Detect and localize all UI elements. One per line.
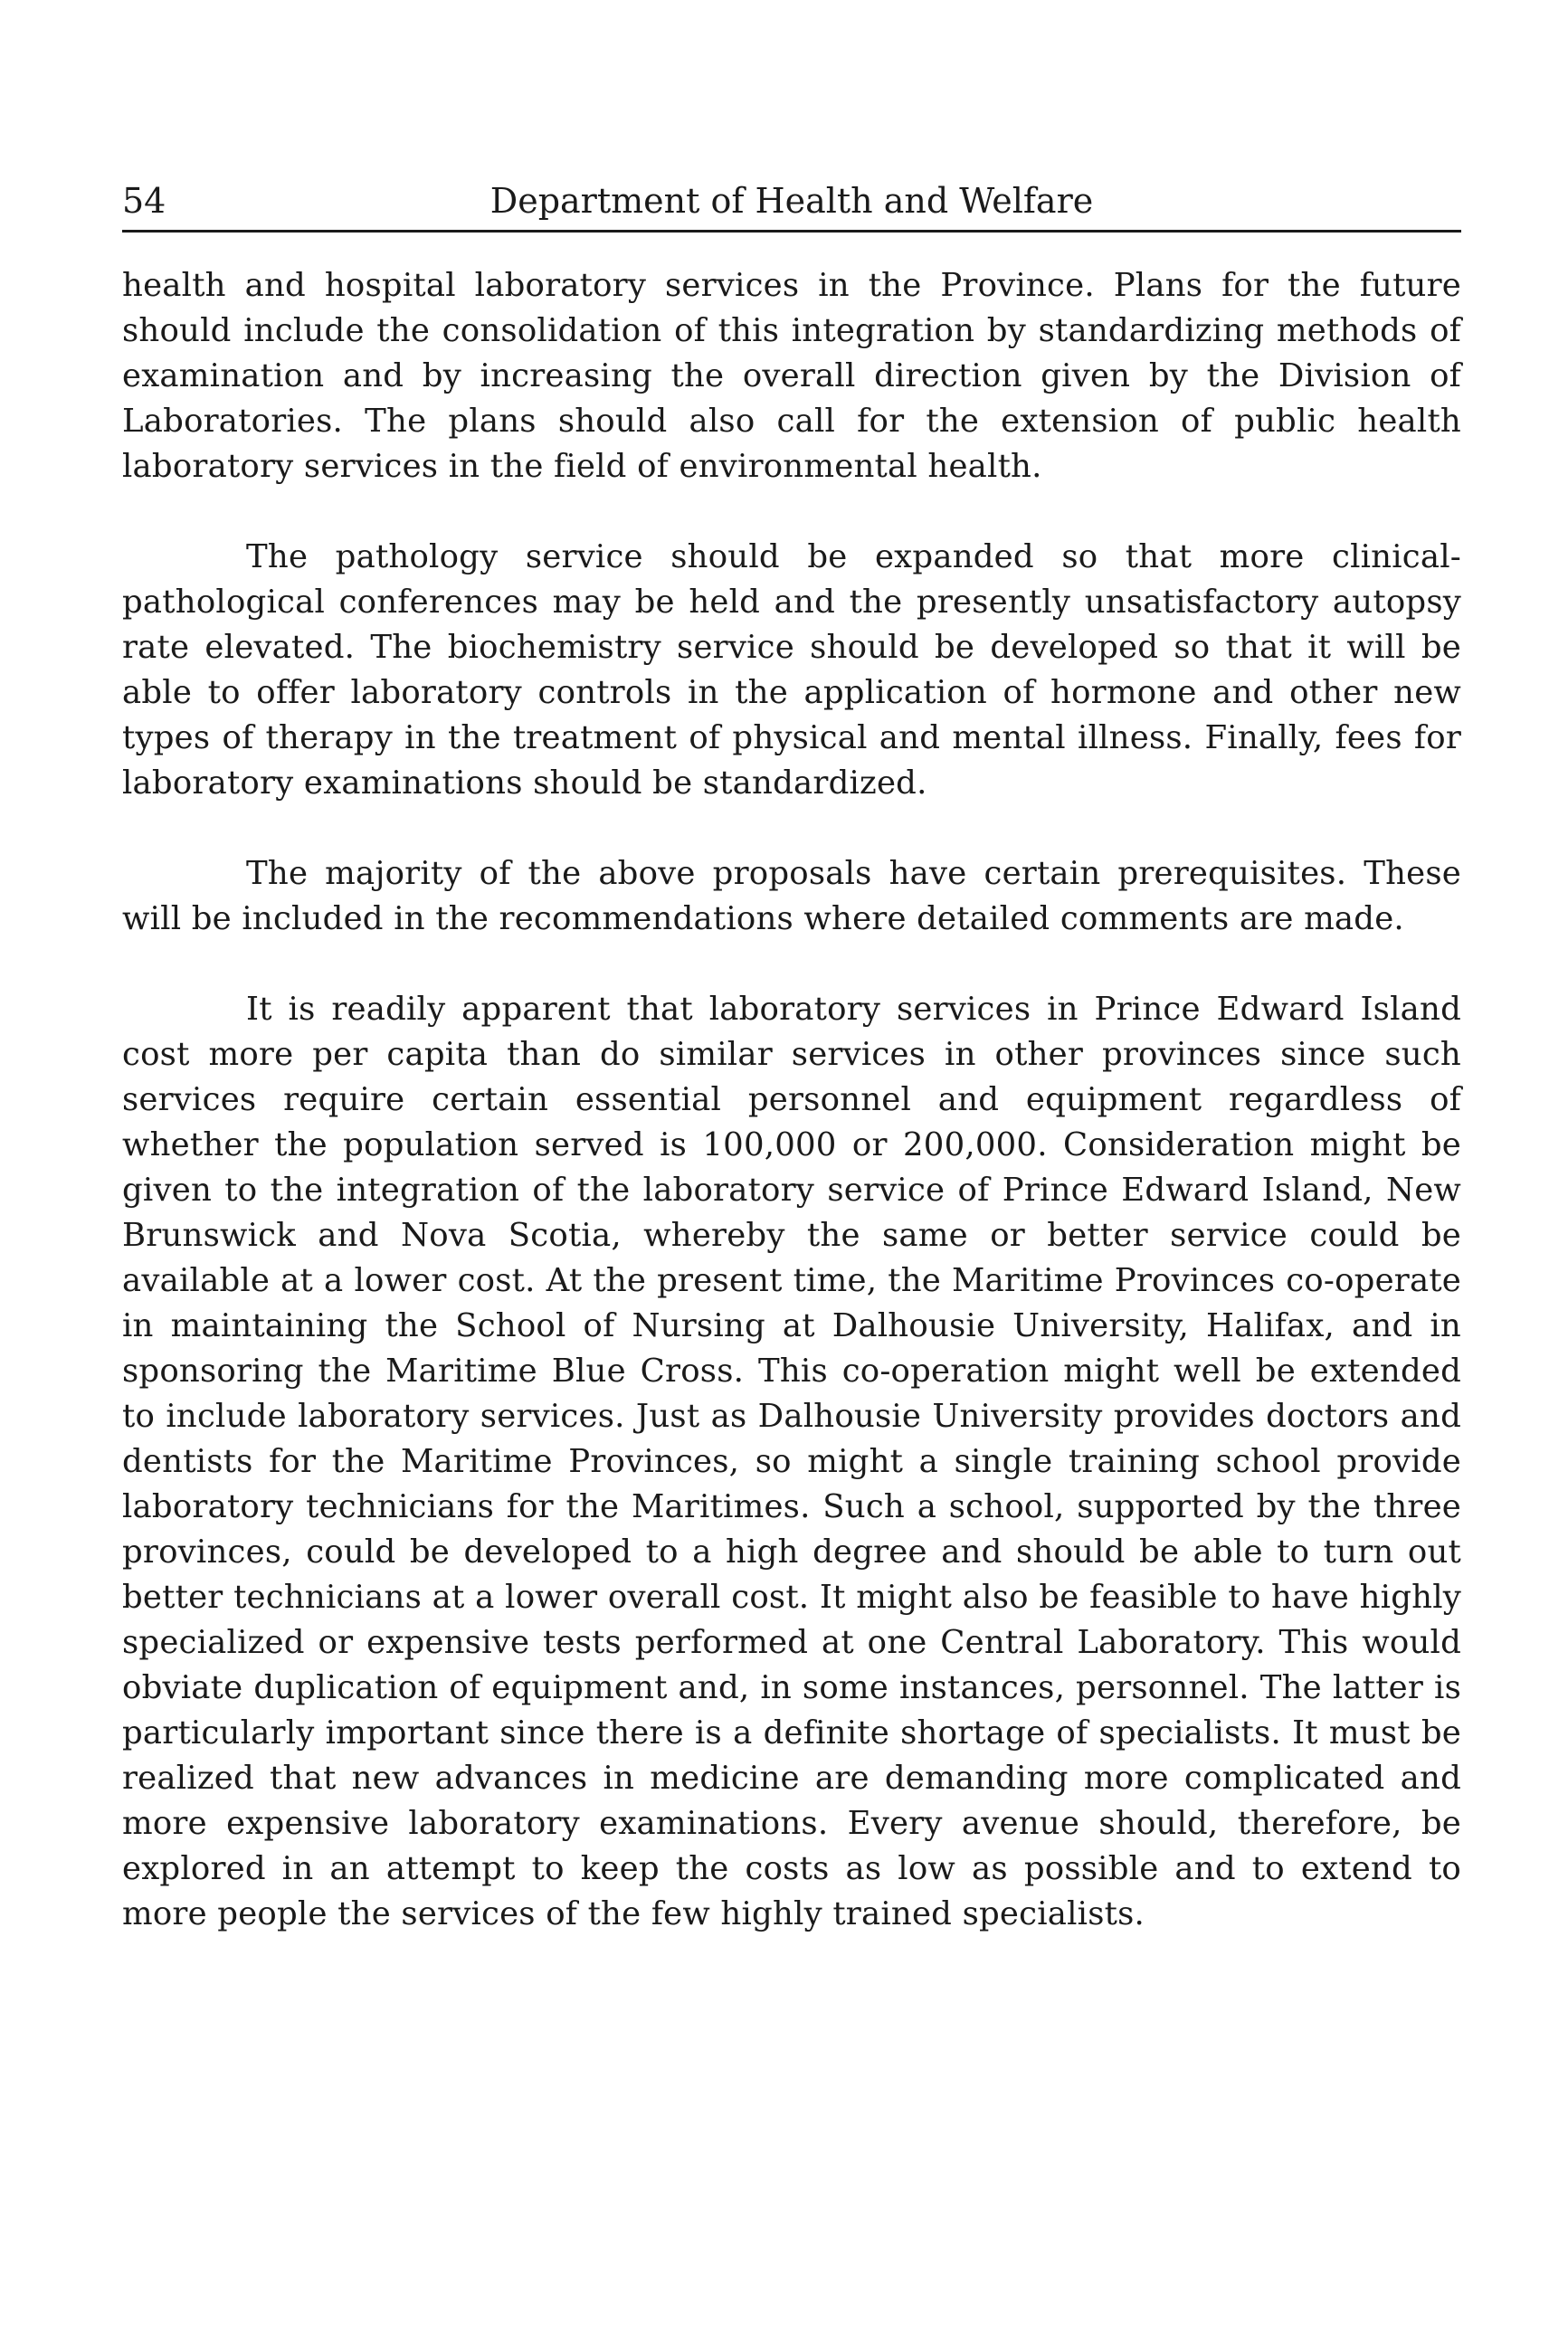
paragraph: health and hospital laboratory services in the Province. Plans for the future should include the consolidation of this integration by standardizing methods of examination and by increasing the overall direction given by the Division of Laboratories. The plans should also call for the extension of public health laboratory services in the field of environmental health. — [122, 267, 1461, 485]
paragraph: The pathology service should be expanded so that more clinical-pathological conferences may be held and the presently unsatisfactory autopsy rate elevated. The biochemistry service should be developed so that it will be able to offer laboratory controls in the application of hormone and other new types of therapy in the treatment of physical and mental illness. Finally, fees for laboratory examinations should be standardized. — [122, 538, 1461, 802]
body-text — [122, 263, 1461, 1937]
page-header — [122, 172, 1461, 233]
running-head: Department of Health and Welfare — [489, 181, 1094, 221]
document-page — [122, 172, 1461, 1937]
paragraph: It is readily apparent that laboratory services in Prince Edward Island cost more per capita than do similar services in other provinces since such services require certain essential personnel and equipment regardless of whether the population served is 100,000 or 200,000. Consideration might be given to the integration of the laboratory service of Prince Edward Island, New Brunswick and Nova Scotia, whereby the same or better service could be available at a lower cost. At the present time, the Maritime Provinces co-operate in maintaining the School of Nursing at Dalhousie University, Halifax, and in sponsoring the Maritime Blue Cross. This co-operation might well be extended to include laboratory services. Just as Dalhousie University provides doctors and dentists for the Maritime Provinces, so might a single training school provide laboratory technicians for the Maritimes. Such a school, supported by the three provinces, could be developed to a high degree and should be able to turn out better technicians at a lower overall cost. It might also be feasible to have highly specialized or expensive tests performed at one Central Laboratory. This would obviate duplication of equipment and, in some instances, personnel. The latter is particularly important since there is a definite shortage of specialists. It must be realized that new advances in medicine are demanding more complicated and more expensive laboratory examinations. Every avenue should, therefore, be explored in an attempt to keep the costs as low as possible and to extend to more people the services of the few highly trained specialists. — [122, 991, 1461, 1932]
page-number: 54 — [122, 181, 166, 221]
paragraph: The majority of the above proposals have certain prerequisites. These will be included in the recommendations where detailed comments are made. — [122, 855, 1461, 937]
